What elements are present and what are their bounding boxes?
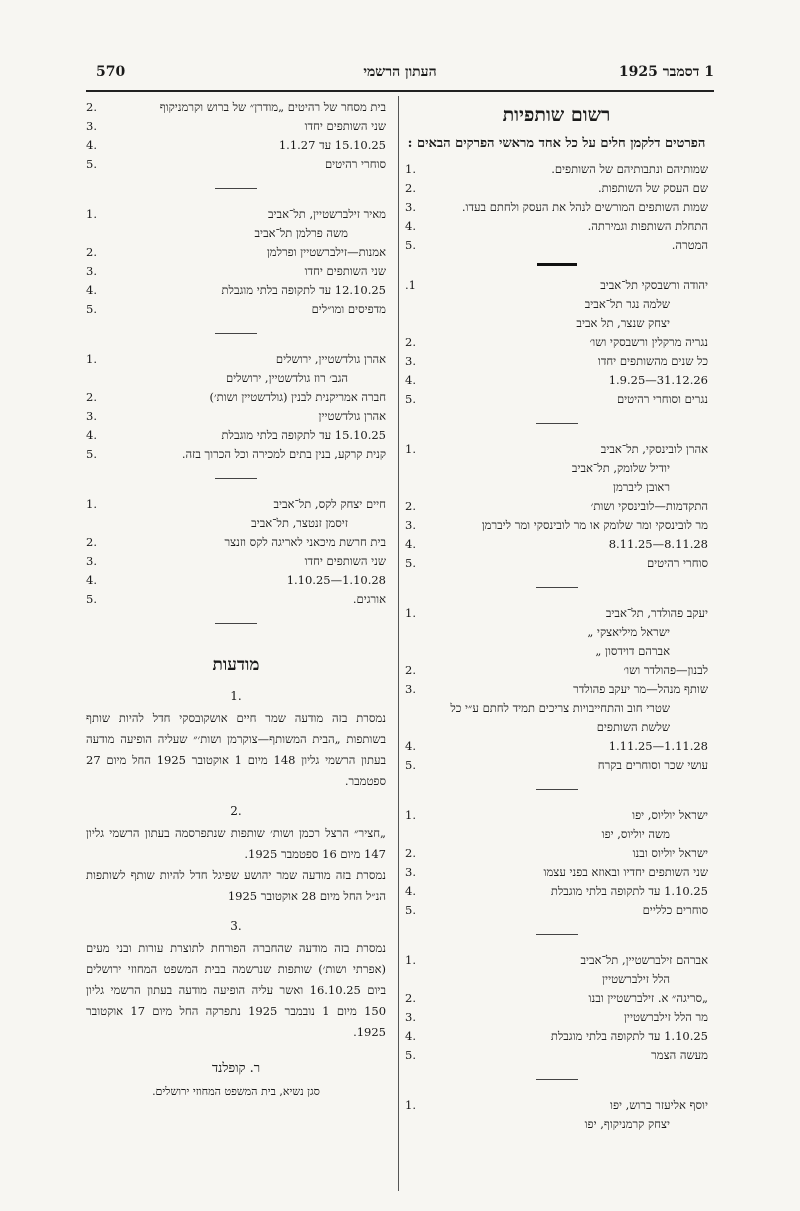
entry-divider: [215, 623, 257, 624]
item-number: .1: [405, 1098, 416, 1112]
item-number: .3: [405, 682, 416, 696]
item-text: לבנון—פהולדר ושו׳: [623, 663, 708, 677]
item-text: משה יוליוס, יפו: [601, 827, 670, 841]
entry-line: [86, 262, 386, 281]
entry-line: [86, 243, 386, 262]
item-text: 12.10.25 עד לתקופה בלתי מוגבלת: [221, 283, 386, 297]
item-number: .1: [86, 497, 97, 511]
item-text: שטרי חוב והתחייבויות צריכים תמיד לחתם ע״י כל שלשת השותפים: [450, 701, 670, 734]
partnership-entry: [405, 604, 708, 775]
section-intro: הפרטים דלקמן חלים על כל אחד מראשי הפרקים הבאים :: [407, 136, 706, 151]
column-divider: [398, 96, 399, 1191]
entry-line: [405, 1008, 708, 1027]
entry-line: [86, 495, 386, 514]
item-text: שמותיהם ונתבותיהם של השותפים.: [551, 162, 708, 176]
entry-divider: [215, 333, 257, 334]
entry-line: [86, 224, 386, 243]
item-number: .5: [405, 238, 416, 252]
notice-paragraph: נמסרת בזה מודעה שמר חיים אושקובסקי חדל להיות שותף בשותפות „הבית המשותף—צוקרמן ושות׳״ שעליה הופיעה מודעה בעתון הרשמי גליון 148 מיום 1 אוקטובר 1925 החל מיום 27 ספטמבר.: [86, 711, 387, 788]
item-text: זיסמן זנטצר, תל־אביב: [251, 516, 348, 530]
item-number: .3: [86, 119, 97, 133]
entry-line: [405, 825, 708, 844]
item-text: 1.10.25 עד לתקופה בלתי מוגבלת: [550, 1029, 708, 1043]
item-number: .4: [405, 884, 416, 898]
item-text: 15.10.25 עד לתקופה בלתי מוגבלת: [221, 428, 386, 442]
entry-line: [405, 882, 708, 901]
entry-line: [405, 276, 708, 295]
item-number: .3: [405, 200, 416, 214]
item-number: .2: [405, 991, 416, 1005]
section-title: רשום שותפיות: [502, 104, 611, 126]
item-text: בית מסחר של רהיטים „מודרן״ של ברוש וקרמניקוף: [159, 100, 386, 114]
entry-line: [86, 407, 386, 426]
left-column: [86, 98, 386, 1101]
entry-line: [86, 98, 386, 117]
item-text: יוסף אליעזר ברוש, יפו: [610, 1098, 708, 1112]
item-number: .4: [405, 739, 416, 753]
entry-line: [405, 989, 708, 1008]
partnership-entry: [86, 98, 386, 174]
item-text: 15.10.25 עד 1.1.27: [278, 138, 386, 152]
entry-line: [86, 533, 386, 552]
item-text: מר הלל זילברשטיין: [624, 1010, 708, 1024]
entry-line: [405, 333, 708, 352]
entry-divider: [536, 587, 578, 588]
partnership-entry: [86, 495, 386, 609]
item-number: .5: [86, 447, 97, 461]
item-number: .5: [405, 1048, 416, 1062]
item-number: .2: [86, 245, 97, 259]
item-text: ישראל מיליאצקי „: [587, 625, 670, 639]
headings-list: [405, 160, 708, 255]
item-number: .4: [86, 283, 97, 297]
entry-line: [405, 661, 708, 680]
item-number: .2: [86, 390, 97, 404]
item-text: יעקב פהולדר, תל־אביב: [605, 606, 708, 620]
entry-divider: [536, 934, 578, 935]
item-number: .2: [86, 100, 97, 114]
entry-line: [405, 217, 708, 236]
entry-line: [86, 117, 386, 136]
item-number: .3: [86, 264, 97, 278]
item-text: התחלת השותפות וגמירתה.: [587, 219, 708, 233]
entry-line: [86, 369, 386, 388]
item-number: .1: [86, 207, 97, 221]
item-text: סוחרי רהיטים: [324, 157, 386, 171]
entry-line: [405, 844, 708, 863]
item-text: אהרן גולדשטיין, ירושלים: [275, 352, 386, 366]
item-number: 1.: [405, 278, 416, 292]
entry-line: [405, 352, 708, 371]
item-text: יודיל שלומק, תל־אביב: [571, 461, 670, 475]
item-number: .5: [405, 903, 416, 917]
item-text: 31.12.26—1.9.25: [608, 373, 708, 387]
item-text: שמות השותפים המורשים לנהל את העסק ולחתם בעדו.: [461, 200, 708, 214]
item-text: מעשה הצמר: [651, 1048, 708, 1062]
entry-line: [405, 604, 708, 623]
item-number: .2: [405, 335, 416, 349]
item-text: אורגים.: [352, 592, 386, 606]
item-text: חיים יצחק לקס, תל־אביב: [273, 497, 386, 511]
partnership-entries: [405, 276, 708, 1134]
item-text: הלל זילברשטיין: [602, 972, 670, 986]
entry-line: [86, 590, 386, 609]
entry-line: [405, 295, 708, 314]
item-number: .2: [86, 535, 97, 549]
entry-line: [405, 699, 708, 737]
item-number: .5: [405, 758, 416, 772]
partnership-entry: [405, 440, 708, 573]
entry-line: [405, 497, 708, 516]
item-text: מאיר זילברשטיין, תל־אביב: [268, 207, 386, 221]
item-text: „סריגה״ א. זילברשטיין ובנו: [588, 991, 708, 1005]
item-number: .2: [405, 663, 416, 677]
notice-paragraph: נמסרת בזה מודעה שמר יהושע שפיגל חדל להיות שותף לשותפות הנ״ל החל מיום 28 אוקטובר 1925: [86, 868, 386, 903]
entry-line: [405, 680, 708, 699]
partnership-entry: [86, 205, 386, 319]
item-number: .4: [405, 1029, 416, 1043]
entry-divider: [215, 188, 257, 189]
entry-line: [86, 514, 386, 533]
entry-divider: [536, 1079, 578, 1080]
item-number: .3: [405, 354, 416, 368]
notices-title: מודעות: [212, 655, 260, 675]
item-text: כל שנים מהשותפים יחדו: [597, 354, 708, 368]
partnership-entry: [86, 350, 386, 464]
entry-line: [405, 1096, 708, 1115]
item-text: שני השותפים יחדו: [304, 554, 386, 568]
item-number: .3: [86, 409, 97, 423]
entry-line: [405, 951, 708, 970]
partnership-entry: [405, 951, 708, 1065]
item-number: .5: [86, 592, 97, 606]
item-text: שני השותפים יחדיו ובאוזא בפני עצמו: [543, 865, 708, 879]
entry-line: [86, 300, 386, 319]
item-text: בית חרשת מיכאני לאריגה לקס וזנצר: [224, 535, 386, 549]
issue-date: 1 דסמבר 1925: [618, 64, 714, 80]
entry-line: [405, 623, 708, 642]
item-text: אברהם זילברשטיין, תל־אביב: [580, 953, 708, 967]
notice-paragraph: נמסרת בזה מודעה שהחברה הפורחת לתוצרת עורות ובני מעים (אפרתי ושות׳) שותפות שנרשמה בבית המשפט המחוזי ירושלים ביום 16.10.25 ואשר עליה הופיעה מודעה בעתון הרשמי גליון 150 מיום 1 נובמבר 1925 נתפרקה החל מיום 17 אוקטובר 1925.: [86, 941, 387, 1039]
item-text: 1.11.28—1.11.25: [608, 739, 708, 753]
item-number: .1: [405, 162, 416, 176]
item-text: אמנות—זילברשטיין ופרלמן: [266, 245, 386, 259]
entry-line: [405, 901, 708, 920]
item-number: .3: [405, 518, 416, 532]
item-number: .4: [86, 573, 97, 587]
item-text: ראובן ליברמן: [613, 480, 670, 494]
publication-title: העתון הרשמי: [363, 64, 437, 80]
notice-number: .2: [230, 804, 242, 818]
item-text: נגריה מרקלין ורשבסקי ושו׳: [589, 335, 708, 349]
item-number: .1: [405, 953, 416, 967]
item-text: אהרן גולדשטיין: [318, 409, 386, 423]
entry-line: [405, 756, 708, 775]
partnership-entry: [405, 806, 708, 920]
entry-line: [405, 160, 708, 179]
item-text: 1.10.28—1.10.25: [286, 573, 386, 587]
item-text: שלמה נגר תל־אביב: [584, 297, 670, 311]
entry-line: [86, 388, 386, 407]
page-number: 570: [96, 64, 126, 80]
item-text: אברהם דוידסון „: [595, 644, 670, 658]
entry-line: [86, 445, 386, 464]
item-number: .5: [86, 157, 97, 171]
entry-line: [86, 350, 386, 369]
item-number: .1: [405, 808, 416, 822]
entry-line: [405, 863, 708, 882]
item-number: .2: [405, 181, 416, 195]
entry-divider: [536, 423, 578, 424]
item-number: .3: [86, 554, 97, 568]
item-number: .1: [86, 352, 97, 366]
entry-line: [405, 390, 708, 409]
item-text: שותף מנהל—מר יעקב פהולדר: [573, 682, 708, 696]
item-number: .4: [86, 428, 97, 442]
item-text: סוחרי רהיטים: [646, 556, 708, 570]
entry-line: [405, 314, 708, 333]
entry-line: [405, 371, 708, 390]
header-rule: [86, 90, 714, 92]
item-text: יצחק קרמניקוף, יפו: [584, 1117, 670, 1131]
entry-line: [405, 236, 708, 255]
entry-line: [405, 970, 708, 989]
entry-line: [405, 440, 708, 459]
item-text: 1.10.25 עד לתקופה בלתי מוגבלת: [550, 884, 708, 898]
item-number: .4: [405, 537, 416, 551]
entry-line: [86, 155, 386, 174]
entry-line: [405, 554, 708, 573]
entry-line: [405, 198, 708, 217]
entry-line: [86, 426, 386, 445]
item-text: ישראל יוליוס, יפו: [632, 808, 708, 822]
item-number: .5: [405, 556, 416, 570]
item-text: 8.11.28—8.11.25: [608, 537, 708, 551]
item-text: אהרן לובינסקי, תל־אביב: [600, 442, 708, 456]
item-number: .2: [405, 846, 416, 860]
entry-line: [405, 478, 708, 497]
entry-line: [86, 552, 386, 571]
item-number: .3: [405, 865, 416, 879]
entry-divider: [536, 789, 578, 790]
partnership-entries-continued: [86, 98, 386, 624]
item-text: מדפיסים ומו״לים: [311, 302, 386, 316]
notice-number: .3: [230, 919, 242, 933]
item-text: מר לובינסקי ומר שלומק או מר לובינסקי ומר ליברמן: [481, 518, 708, 532]
item-text: התקדמות—לובינסקי ושות׳: [590, 499, 708, 513]
entry-line: [86, 205, 386, 224]
item-number: .5: [405, 392, 416, 406]
item-text: עושי שכר וסוחרים בקרח: [597, 758, 708, 772]
partnership-entry: [405, 1096, 708, 1134]
item-text: הגב׳ רוז גולדשטיין, ירושלים: [225, 371, 348, 385]
right-column: [405, 98, 708, 1134]
entry-line: [405, 806, 708, 825]
entry-line: [405, 1027, 708, 1046]
entry-line: [405, 1046, 708, 1065]
item-number: .5: [86, 302, 97, 316]
item-number: .2: [405, 499, 416, 513]
entry-line: [86, 136, 386, 155]
signature-title: סגן נשיא, בית המשפט המחוזי ירושלים.: [152, 1085, 320, 1098]
entry-line: [405, 516, 708, 535]
entry-line: [86, 571, 386, 590]
item-text: המטרה.: [671, 238, 708, 252]
partnership-entry: [405, 276, 708, 409]
item-text: יהודה ורשבסקי תל־אביב: [600, 278, 708, 292]
entry-line: [405, 737, 708, 756]
notice-number: .1: [230, 689, 242, 703]
entry-divider: [215, 478, 257, 479]
signature-name: ר. קופלנד: [211, 1061, 261, 1076]
page-header: [86, 64, 714, 86]
item-text: יצחק שנצר, תל אביב: [576, 316, 670, 330]
notice-paragraph: „חציר״ הרצל רכמן ושות׳ שותפות שנתפרסמה בעתון הרשמי גליון 147 מיום 16 ספטמבר 1925.: [86, 826, 386, 861]
entry-line: [405, 179, 708, 198]
item-number: .4: [86, 138, 97, 152]
item-text: סוחרים כלליים: [642, 903, 708, 917]
item-text: שני השותפים יחדו: [304, 264, 386, 278]
item-text: שני השותפים יחדו: [304, 119, 386, 133]
item-text: שם העסק של השותפות.: [598, 181, 708, 195]
item-number: .3: [405, 1010, 416, 1024]
entry-line: [86, 281, 386, 300]
item-text: משה פרלמן תל־אביב: [254, 226, 348, 240]
item-text: קנית קרקע, בנין בתים למכירה וכל הכרוך בזה.: [181, 447, 386, 461]
notices-list: [86, 687, 386, 1043]
item-text: ישראל יוליוס ובנו: [632, 846, 708, 860]
item-number: .4: [405, 373, 416, 387]
entry-line: [405, 1115, 708, 1134]
entry-line: [405, 535, 708, 554]
entry-line: [405, 642, 708, 661]
item-number: .4: [405, 219, 416, 233]
item-number: .1: [405, 442, 416, 456]
entry-line: [405, 459, 708, 478]
item-text: חברה אמריקנית לבנין (גולדשטיין ושות׳): [209, 390, 386, 404]
item-number: .1: [405, 606, 416, 620]
item-text: נגרים וסוחרי רהיטים: [616, 392, 708, 406]
section-divider: [537, 263, 577, 266]
